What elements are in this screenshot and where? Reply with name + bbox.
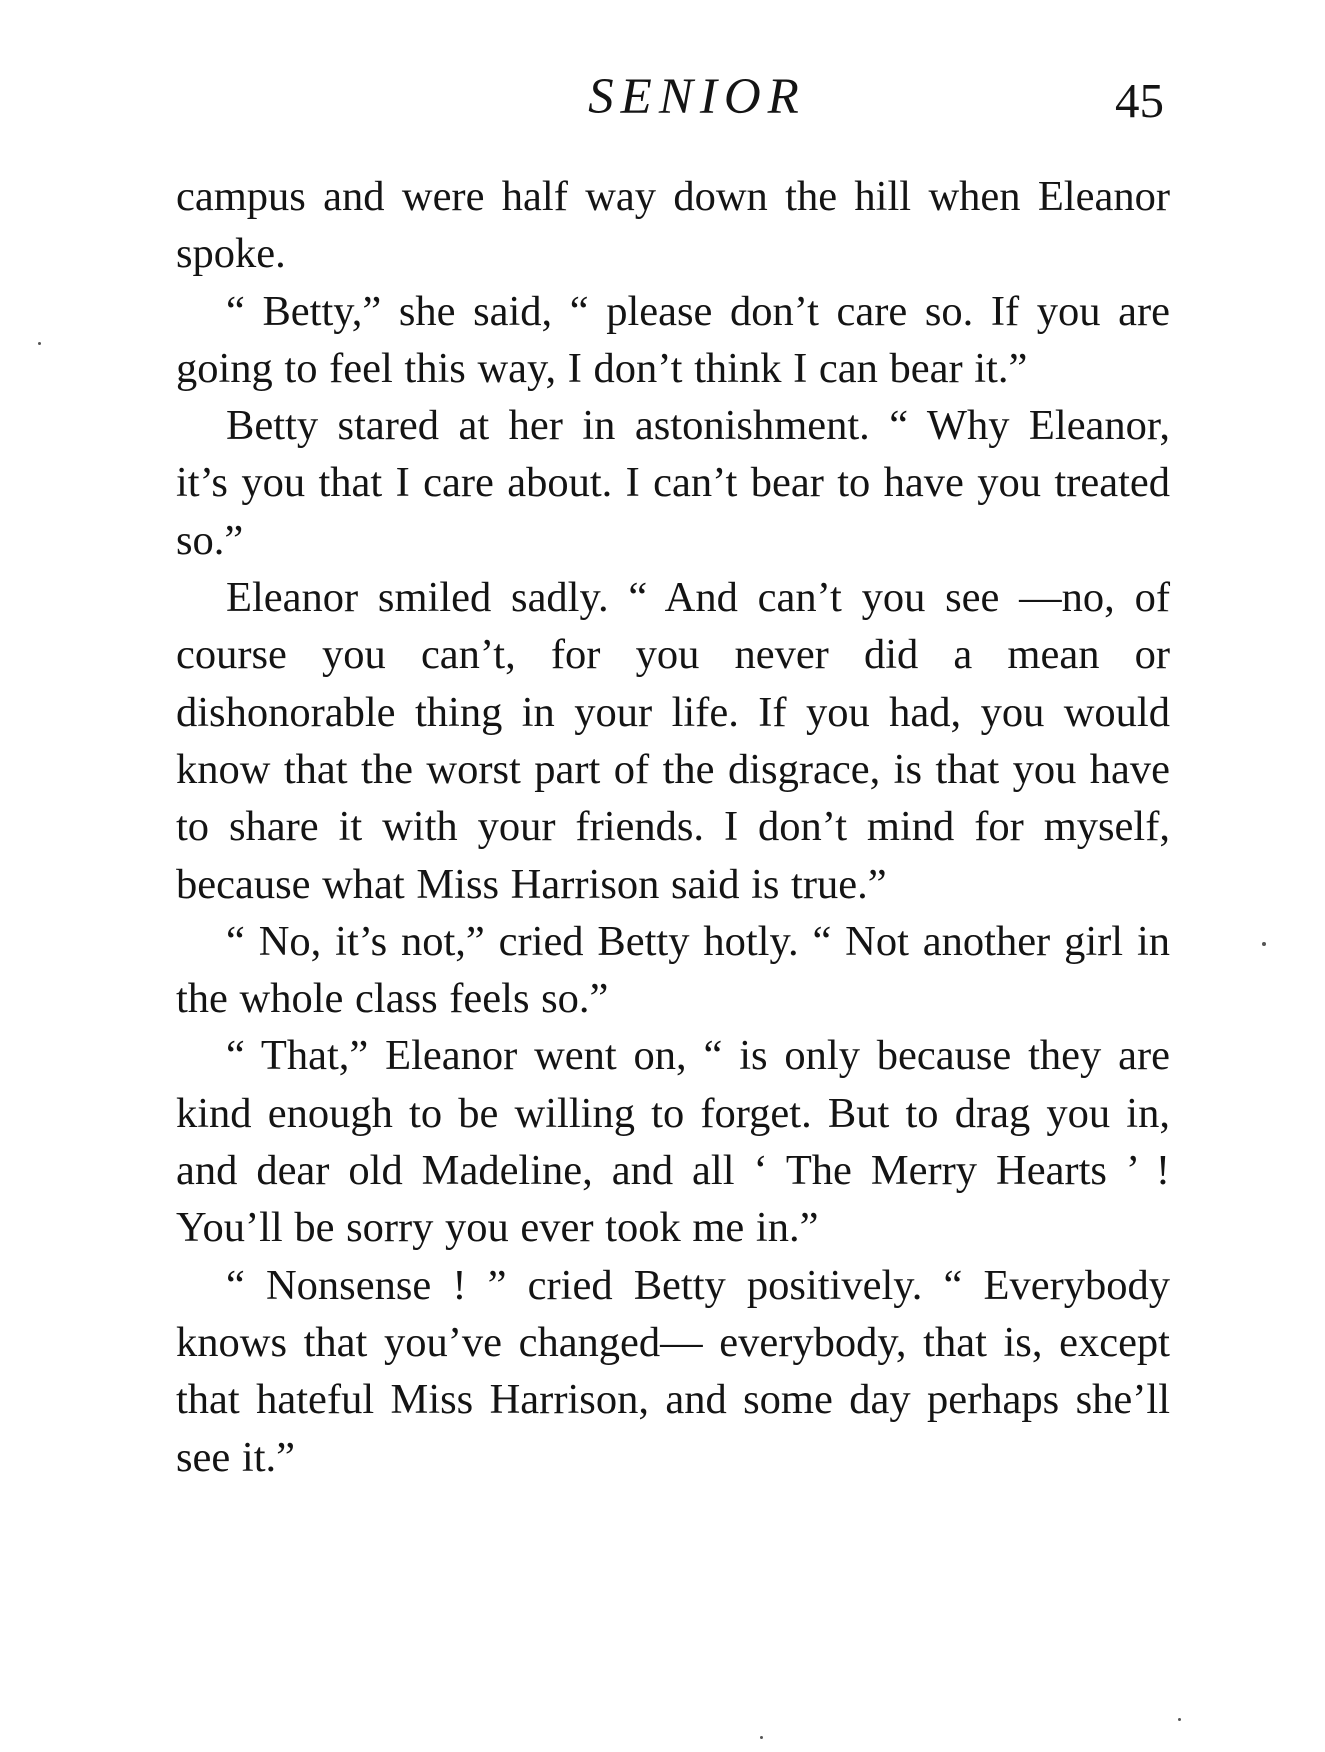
paragraph-continued: campus and were half way down the hill when Eleanor spoke.	[176, 173, 1170, 278]
running-title: SENIOR	[588, 69, 806, 125]
paper-speck	[1262, 942, 1266, 946]
paragraph: “ Nonsense ! ” cried Betty positively. “ Everybody knows that you’ve changed— everybody, that is, except that hateful Miss Harrison, and some day perhaps she’ll see it.”	[176, 1261, 1170, 1481]
paragraph: “ No, it’s not,” cried Betty hotly. “ Not another girl in the whole class feels so.”	[176, 917, 1170, 1023]
paragraph: Eleanor smiled sadly. “ And can’t you see —no, of course you can’t, for you never did a mean or dishonorable thing in your life. If you had, you would know that the worst part of the disgrace, is that you have to share it with your friends. I don’t mind for myself, because what Miss Harrison said is true.”	[176, 574, 1170, 908]
paragraph: “ That,” Eleanor went on, “ is only because they are kind enough to be willing to forget. But to drag you in, and dear old Madeline, and all ‘ The Merry Hearts ’ ! You’ll be sorry you ever took me in.”	[176, 1032, 1170, 1252]
running-head	[178, 62, 1168, 132]
paragraph: Betty stared at her in astonishment. “ Why Eleanor, it’s you that I care about. I can’t bear to have you treated so.”	[176, 402, 1170, 564]
paper-speck	[1178, 1718, 1181, 1721]
paper-speck	[38, 342, 41, 345]
body-text	[176, 168, 1170, 1486]
page-number: 45	[1115, 73, 1164, 128]
paper-speck	[760, 1736, 763, 1739]
paragraph: “ Betty,” she said, “ please don’t care so. If you are going to feel this way, I don’t think I can bear it.”	[176, 287, 1170, 392]
